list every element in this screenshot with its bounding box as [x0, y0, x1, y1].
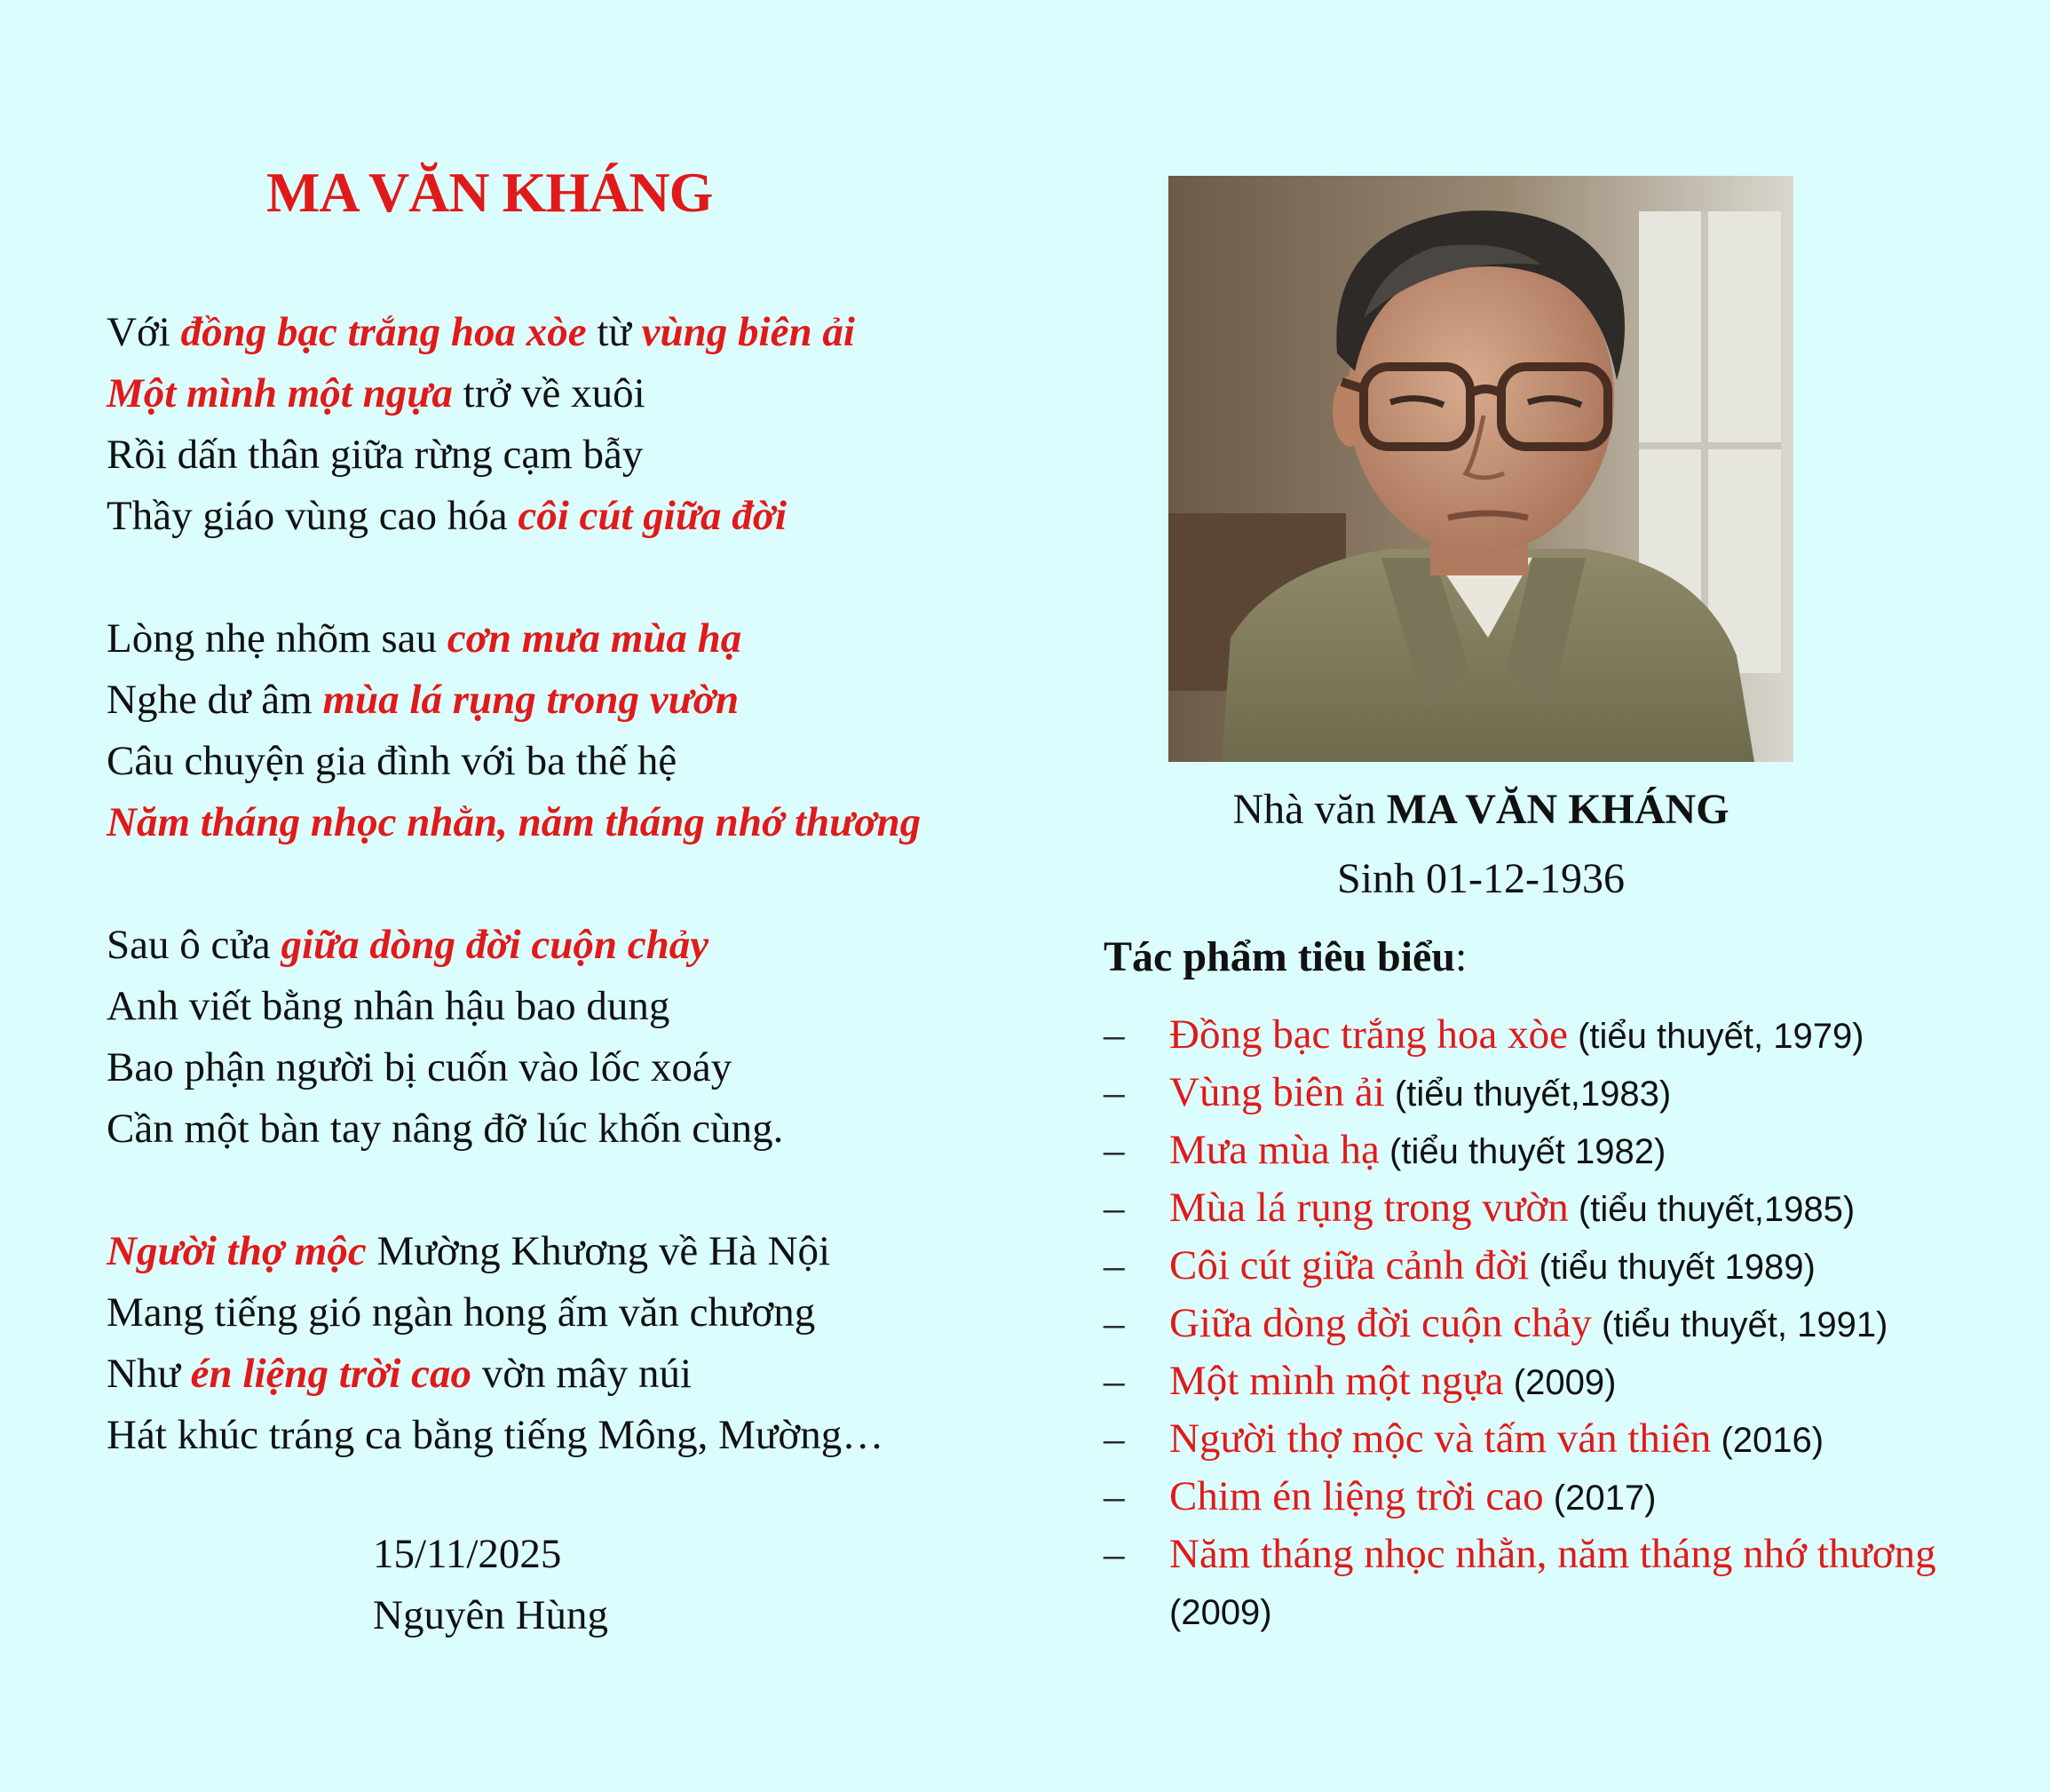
poem-text: Thầy giáo vùng cao hóa [107, 493, 518, 539]
works-heading [1104, 929, 1467, 986]
work-title: Giữa dòng đời cuộn chảy [1169, 1300, 1592, 1346]
poem-line [107, 486, 1048, 547]
work-note: (tiểu thuyết 1989) [1529, 1248, 1816, 1287]
poem-highlight: giữa dòng đời cuộn chảy [281, 922, 709, 968]
portrait-illustration [1168, 176, 1793, 762]
poem-text: từ [586, 309, 642, 355]
poem-stanza [107, 302, 1048, 547]
poem-text: Lòng nhẹ nhõm sau [107, 615, 447, 662]
poem-highlight: côi cút giữa đời [518, 493, 788, 539]
poem-highlight: Năm tháng nhọc nhằn, năm tháng nhớ thương [107, 799, 922, 845]
work-entry [1169, 1353, 2027, 1410]
poem-line [107, 792, 1048, 853]
work-entry [1169, 1296, 2027, 1352]
work-entry [1169, 1238, 2027, 1295]
works-list-item [1104, 1007, 2027, 1064]
poem-text: Câu chuyện gia đình với ba thế hệ [107, 738, 677, 784]
works-list-item [1104, 1526, 2027, 1640]
poem-text: Mang tiếng gió ngàn hong ấm văn chương [107, 1289, 816, 1336]
work-title: Vùng biên ải [1169, 1069, 1385, 1115]
poem-text: Với [107, 309, 181, 355]
poem-line [107, 976, 1048, 1037]
poem-text: Rồi dấn thân giữa rừng cạm bẫy [107, 432, 644, 478]
poem-stanza [107, 608, 1048, 853]
poem-text: Cần một bàn tay nâng đỡ lúc khốn cùng. [107, 1106, 784, 1152]
poem-text: vờn mây núi [471, 1351, 693, 1397]
work-title: Chim én liệng trời cao [1169, 1473, 1544, 1519]
work-entry [1169, 1065, 2027, 1122]
work-entry [1169, 1469, 2027, 1526]
list-bullet: – [1104, 1473, 1125, 1519]
work-note: (tiểu thuyết,1985) [1568, 1190, 1856, 1229]
list-bullet: – [1104, 1415, 1125, 1462]
poem-line [107, 608, 1048, 670]
poem-highlight: Người thợ mộc [107, 1228, 367, 1274]
poem-highlight: đồng bạc trắng hoa xòe [180, 309, 587, 355]
work-title: Người thợ mộc và tấm ván thiên [1169, 1415, 1712, 1462]
poem-line [107, 1282, 1048, 1344]
poem-line [107, 302, 1048, 363]
works-list-item [1104, 1296, 2027, 1352]
work-note: (2017) [1543, 1479, 1657, 1518]
caption-prefix: Nhà văn [1232, 786, 1387, 833]
list-bullet: – [1104, 1358, 1125, 1404]
work-note: (2009) [1503, 1363, 1617, 1402]
work-note: (tiểu thuyết 1982) [1379, 1132, 1666, 1171]
work-title: Đồng bạc trắng hoa xòe [1169, 1011, 1568, 1058]
work-entry [1169, 1411, 2027, 1468]
poem-line [107, 1405, 1048, 1466]
work-entry [1169, 1007, 2027, 1064]
list-bullet: – [1104, 1127, 1125, 1173]
list-bullet: – [1104, 1300, 1125, 1346]
poem-line [107, 1037, 1048, 1098]
list-bullet: – [1104, 1011, 1125, 1058]
author-portrait [1168, 176, 1793, 762]
poem-line [107, 670, 1048, 731]
work-note: (2016) [1711, 1421, 1824, 1460]
poem-text: Anh viết bằng nhân hậu bao dung [107, 983, 670, 1029]
poem-line [107, 1344, 1048, 1405]
work-note: (2009) [1169, 1593, 1272, 1632]
work-title: Mưa mùa hạ [1169, 1127, 1380, 1173]
poem-author: Nguyên Hùng [373, 1592, 608, 1638]
works-heading-label: Tác phẩm tiêu biểu [1104, 933, 1456, 980]
poem-stanza [107, 1221, 1048, 1466]
poem-highlight: mùa lá rụng trong vườn [322, 677, 740, 723]
poem-text: Bao phận người bị cuốn vào lốc xoáy [107, 1044, 732, 1090]
works-list-item [1104, 1180, 2027, 1237]
work-entry [1169, 1526, 2027, 1640]
poem-highlight: vùng biên ải [641, 309, 855, 355]
poem-highlight: cơn mưa mùa hạ [447, 615, 742, 662]
work-title: Một mình một ngựa [1169, 1358, 1504, 1404]
poem-text: Sau ô cửa [107, 922, 281, 968]
work-title: Mùa lá rụng trong vườn [1169, 1185, 1569, 1231]
list-bullet: – [1104, 1531, 1125, 1577]
works-heading-colon: : [1455, 933, 1468, 980]
work-title: Năm tháng nhọc nhằn, năm tháng nhớ thương [1169, 1531, 1936, 1577]
poem-highlight: Một mình một ngựa [107, 370, 453, 416]
works-list-item [1104, 1411, 2027, 1468]
poem-stanza [107, 915, 1048, 1160]
work-entry [1169, 1122, 2027, 1179]
work-note: (tiểu thuyết,1983) [1384, 1074, 1672, 1114]
poem-line [107, 915, 1048, 976]
works-list [1104, 1007, 2027, 1641]
author-birth-date: Sinh 01-12-1936 [1337, 855, 1625, 902]
works-list-item [1104, 1238, 2027, 1295]
poem-text: Mường Khương về Hà Nội [366, 1228, 831, 1274]
poem-text: Nghe dư âm [107, 677, 323, 723]
list-bullet: – [1104, 1185, 1125, 1231]
poem-text: trở về xuôi [452, 370, 645, 416]
works-list-item [1104, 1353, 2027, 1410]
list-bullet: – [1104, 1242, 1125, 1288]
poem-line [107, 1221, 1048, 1282]
work-title: Côi cút giữa cảnh đời [1169, 1242, 1530, 1288]
poem [107, 302, 1048, 1527]
list-bullet: – [1104, 1069, 1125, 1115]
signature [373, 1524, 608, 1646]
poem-line [107, 363, 1048, 424]
work-entry [1169, 1180, 2027, 1237]
works-list-item [1104, 1065, 2027, 1122]
works-list-item [1104, 1122, 2027, 1179]
poem-highlight: én liệng trời cao [190, 1351, 472, 1397]
caption-author-name: MA VĂN KHÁNG [1386, 786, 1729, 833]
work-note: (tiểu thuyết, 1979) [1567, 1017, 1864, 1056]
poem-line [107, 424, 1048, 486]
poem-line [107, 1098, 1048, 1160]
poem-line [107, 731, 1048, 792]
page-title: MA VĂN KHÁNG [266, 161, 713, 224]
poem-text: Như [107, 1351, 191, 1397]
works-list-item [1104, 1469, 2027, 1526]
portrait-caption [1168, 781, 1793, 838]
poem-text: Hát khúc tráng ca bằng tiếng Mông, Mường… [107, 1412, 884, 1458]
work-note: (tiểu thuyết, 1991) [1591, 1305, 1888, 1344]
poem-date: 15/11/2025 [373, 1531, 562, 1577]
